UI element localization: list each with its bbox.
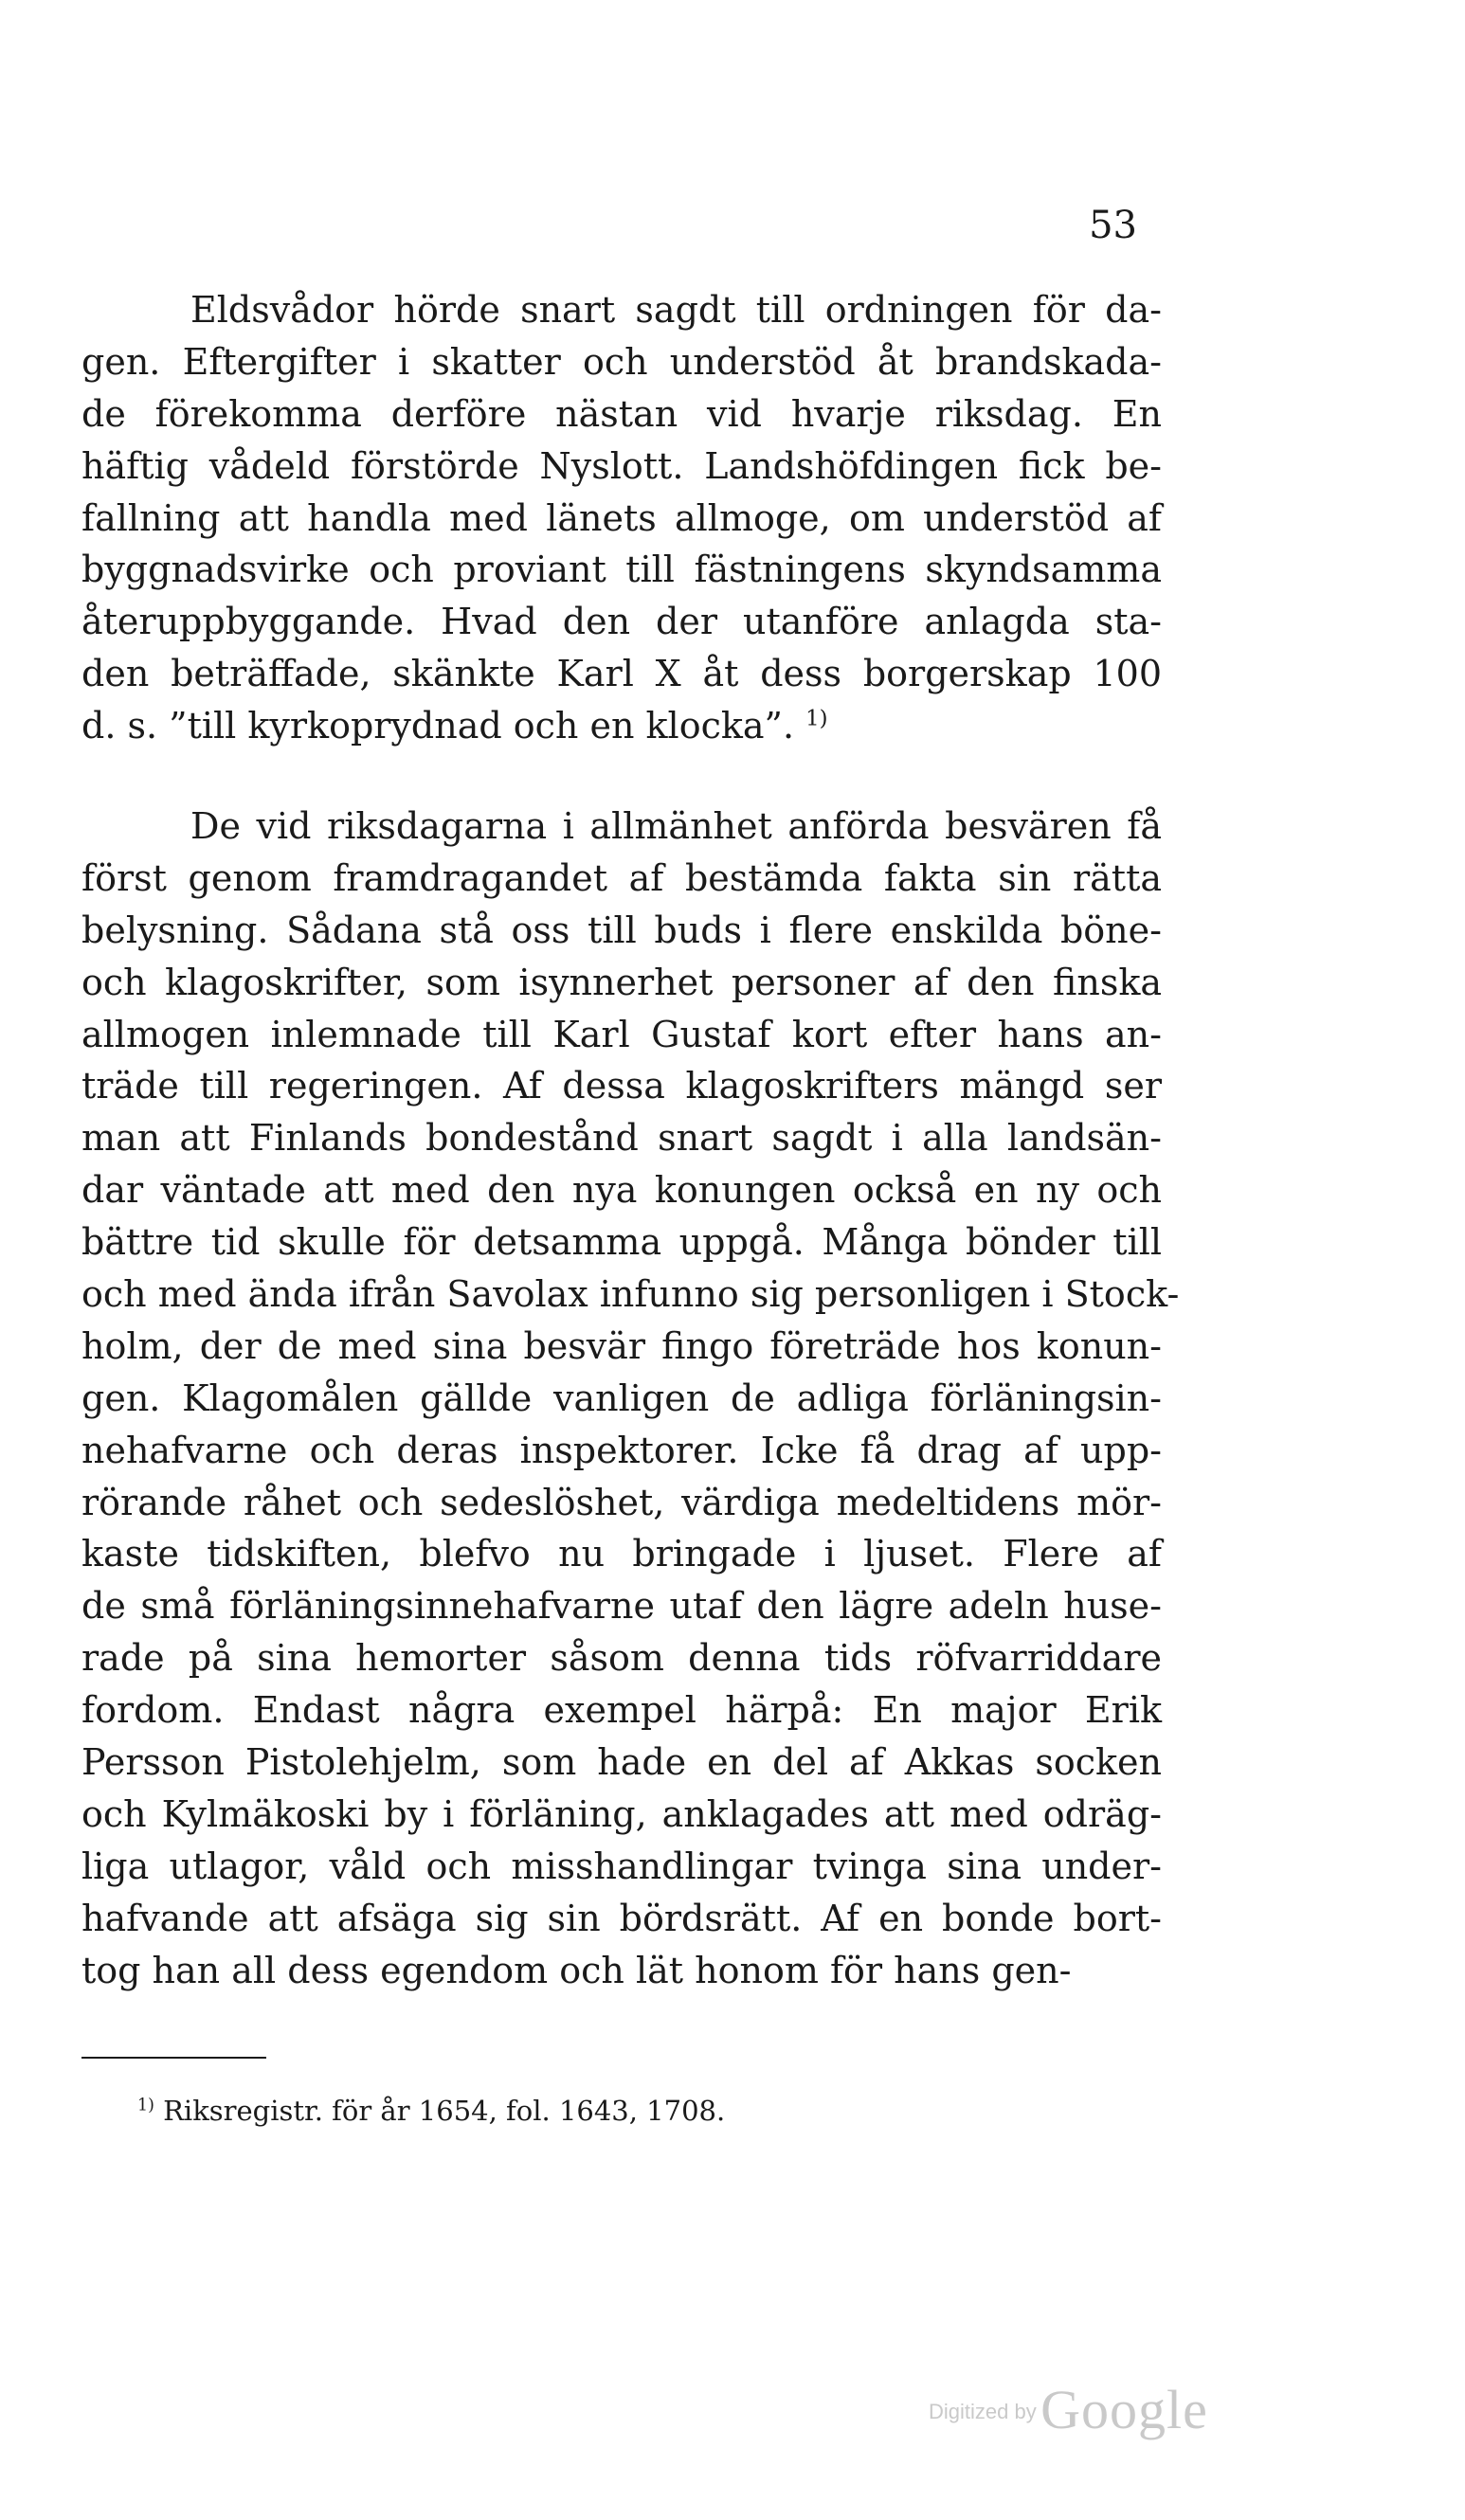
text-line: häftig vådeld förstörde Nyslott. Landshöfdingen fick be- (81, 444, 1162, 487)
text-line: de förekomma derföre nästan vid hvarje riksdag. En (81, 392, 1162, 435)
text-line: belysning. Sådana stå oss till buds i flere enskilda böne- (81, 909, 1162, 951)
text-line: dar väntade att med den nya konungen också en ny och (81, 1169, 1162, 1212)
text-line: liga utlagor, våld och misshandlingar tvinga sina under- (81, 1845, 1162, 1887)
text-line: träde till regeringen. Af dessa klagoskrifters mängd ser (81, 1065, 1162, 1107)
text-line: rade på sina hemorter såsom denna tids röfvarriddare (81, 1637, 1162, 1680)
text-line: fordom. Endast några exempel härpå: En major Erik (81, 1689, 1162, 1732)
text-line: hafvande att afsäga sig sin bördsrätt. Af en bonde bort- (81, 1897, 1162, 1939)
text-line: byggnadsvirke och proviant till fästningens skyndsamma (81, 549, 1162, 591)
text-line-content: d. s. ”till kyrkoprydnad och en klocka”. (81, 705, 795, 747)
text-line: kaste tidskiften, blefvo nu bringade i ljuset. Flere af (81, 1533, 1162, 1575)
text-line: återuppbyggande. Hvad den der utanföre anlagda sta- (81, 601, 1162, 643)
footnote-reference: 1) (805, 706, 828, 731)
text-line: holm, der de med sina besvär fingo företräde hos konun- (81, 1324, 1162, 1367)
text-line: bättre tid skulle för detsamma uppgå. Många bönder till (81, 1221, 1162, 1264)
text-line: Persson Pistolehjelm, som hade en del af Akkas socken (81, 1741, 1162, 1784)
footnote (137, 2094, 725, 2128)
text-line: och klagoskrifter, som isynnerhet personer af den finska (81, 961, 1162, 1003)
text-line: gen. Eftergifter i skatter och understöd åt brandskada- (81, 340, 1162, 383)
digitized-watermark (929, 2378, 1208, 2441)
text-line: allmogen inlemnade till Karl Gustaf kort efter hans an- (81, 1013, 1162, 1055)
page-number: 53 (1089, 204, 1137, 247)
text-line: gen. Klagomålen gällde vanligen de adliga förläningsin- (81, 1377, 1162, 1419)
footnote-divider (81, 2057, 266, 2059)
google-logo: Google (1040, 2379, 1208, 2440)
text-line: fallning att handla med länets allmoge, om understöd af (81, 496, 1162, 539)
text-line: och med ända ifrån Savolax infunno sig personligen i Stock- (81, 1273, 1180, 1316)
text-line: och Kylmäkoski by i förläning, anklagades att med odräg- (81, 1792, 1162, 1835)
text-line: den beträffade, skänkte Karl X åt dess borgerskap 100 (81, 653, 1162, 695)
text-line: de små förläningsinnehafvarne utaf den lägre adeln huse- (81, 1585, 1162, 1628)
text-line: man att Finlands bondestånd snart sagdt i alla landsän- (81, 1117, 1162, 1160)
text-line: nehafvarne och deras inspektorer. Icke få drag af upp- (81, 1429, 1162, 1471)
text-line (81, 700, 1162, 752)
footnote-text: Riksregistr. för år 1654, fol. 1643, 1708. (163, 2095, 726, 2127)
text-line: De vid riksdagarna i allmänhet anförda besvären få (190, 805, 1162, 847)
footnote-marker: 1) (137, 2096, 154, 2115)
text-line: tog han all dess egendom och lät honom för hans gen- (81, 1949, 1072, 1991)
paragraph-2 (81, 801, 1180, 1996)
paragraph-1 (81, 284, 1162, 752)
text-line: Eldsvådor hörde snart sagdt till ordningen för da- (190, 289, 1162, 331)
watermark-prefix: Digitized by (929, 2400, 1037, 2423)
text-line: först genom framdragandet af bestämda fakta sin rätta (81, 856, 1162, 899)
text-line: rörande råhet och sedeslöshet, värdiga medeltidens mör- (81, 1481, 1162, 1523)
